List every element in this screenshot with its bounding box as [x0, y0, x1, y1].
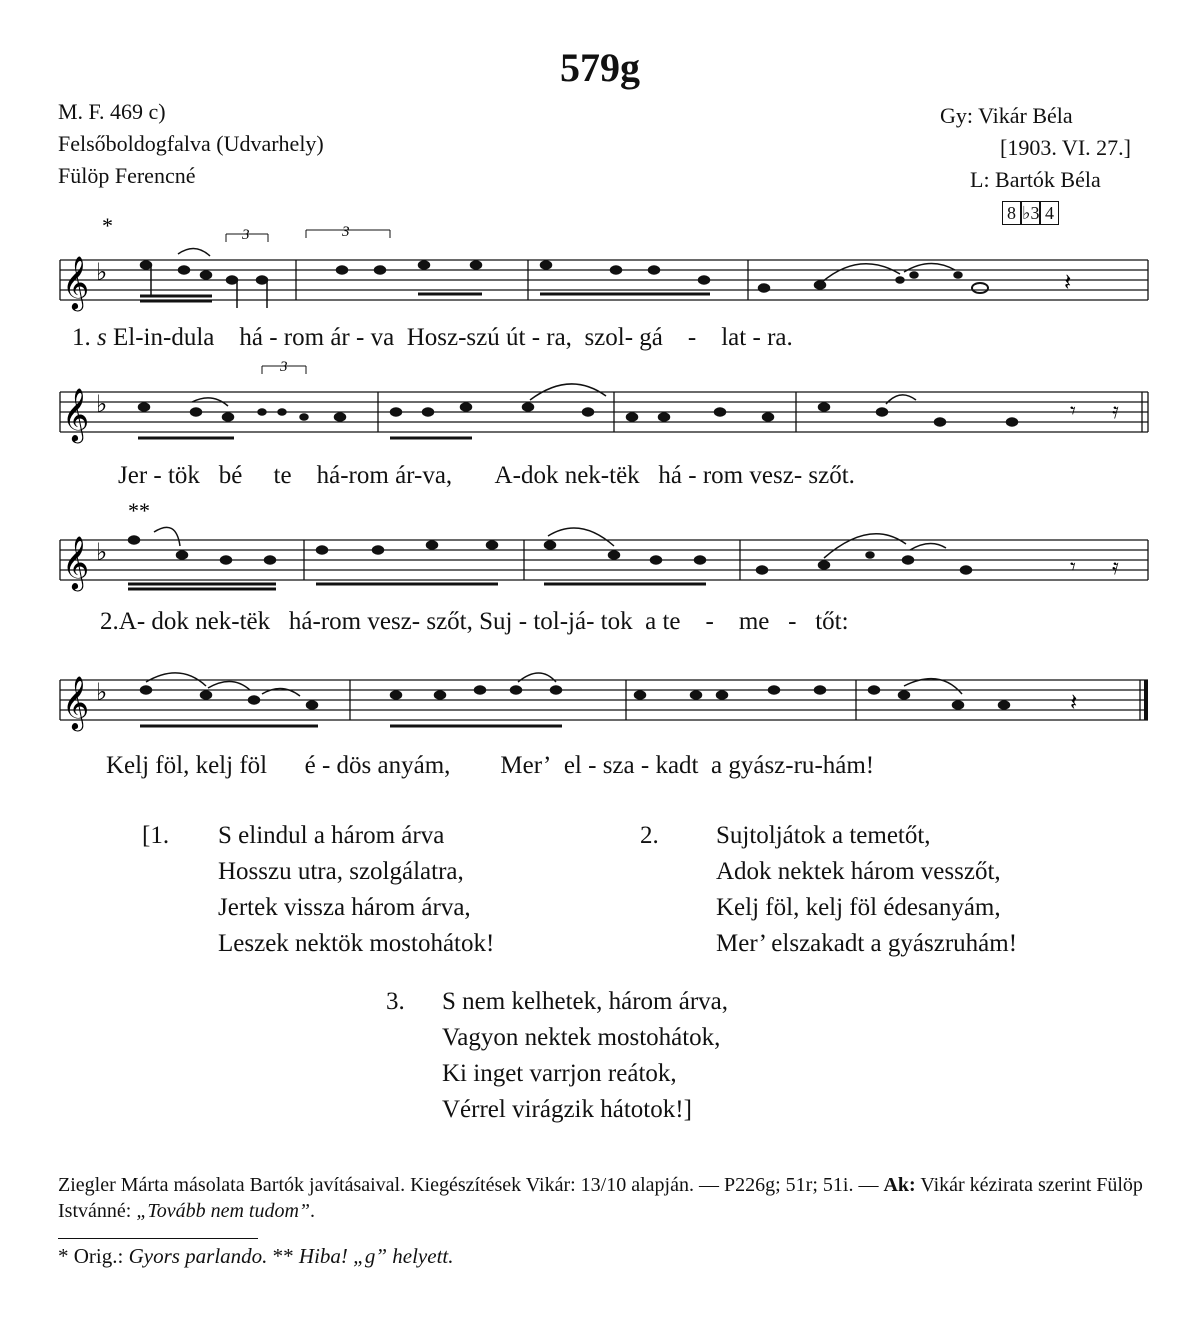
- rest-icon: 𝄾: [1070, 555, 1076, 580]
- staff-system-4: [0, 650, 1200, 750]
- verse-line: Hosszu utra, szolgálatra,: [218, 858, 464, 885]
- footnote-divider: [58, 1238, 258, 1239]
- ak-text: Vikár kézirata szerint Fülöp Istvánné:: [58, 1174, 1143, 1222]
- verse-3: [386, 984, 806, 1134]
- treble-clef-icon: 𝄞: [62, 535, 90, 589]
- notes-group: [128, 536, 972, 589]
- location: Felsőboldogfalva (Udvarhely): [58, 131, 324, 156]
- catalog-reference: M. F. 469 c): [58, 99, 166, 124]
- svg-text:3: 3: [342, 224, 350, 240]
- source-info: [58, 96, 324, 192]
- verse-lines: [442, 984, 728, 1128]
- rest-icon: 𝄽: [1070, 688, 1078, 716]
- notes-group: [140, 261, 988, 308]
- verse-2: [640, 818, 1100, 968]
- svg-text:3: 3: [280, 359, 288, 375]
- verse-line: Jertek vissza három árva,: [218, 894, 471, 921]
- verse-line: S nem kelhetek, három árva,: [442, 988, 729, 1015]
- verse-line: Kelj föl, kelj föl édesanyám,: [716, 894, 1001, 921]
- flat-key-signature-icon: ♭: [96, 258, 108, 286]
- song-number-title: 579g: [560, 45, 640, 90]
- staff-system-3: [0, 498, 1200, 608]
- rest-icon: 𝄾: [1070, 399, 1076, 424]
- collection-info: [940, 100, 1160, 228]
- verse-line: S elindul a három árva: [218, 822, 445, 849]
- performer: Fülöp Ferencné: [58, 163, 196, 188]
- treble-clef-icon: 𝄞: [62, 387, 90, 441]
- triplet-mark: [262, 359, 306, 375]
- staff-system-2: [0, 360, 1200, 460]
- treble-clef-icon: 𝄞: [62, 675, 90, 729]
- collector: Gy: Vikár Béla: [940, 103, 1073, 128]
- triplet-mark: [226, 227, 268, 243]
- form-box: ♭3: [1022, 203, 1040, 223]
- form-boxes: [1002, 201, 1059, 225]
- footnote: [58, 1244, 454, 1269]
- verse-number: [1.: [142, 822, 170, 849]
- transcriber: L: Bartók Béla: [970, 167, 1101, 192]
- verse-number: 2.: [640, 822, 659, 849]
- verse-line: Vagyon nektek mostohátok,: [442, 1024, 721, 1051]
- lyrics-line-1: 1. s El-in-dula há - rom ár - va Hosz-szú út - ra, szol- gá - lat - ra.: [72, 324, 793, 351]
- staff-system-1: [0, 213, 1200, 330]
- form-box: 8: [1002, 201, 1021, 225]
- lyrics-line-3: 2.A- dok nek-tëk há-rom vesz- szőt, Suj - tol-já- tok a te - me - tőt:: [100, 608, 849, 635]
- flat-key-signature-icon: ♭: [96, 390, 108, 418]
- slurs-group: [192, 384, 916, 406]
- verse-lines: [218, 818, 494, 962]
- ak-label: Ak:: [883, 1174, 916, 1196]
- verse-line: Adok nektek három vesszőt,: [716, 858, 1001, 885]
- verse-number: 3.: [386, 988, 405, 1015]
- ak-quote: „Tovább nem tudom”: [136, 1200, 311, 1222]
- verse-lines: [716, 818, 1017, 962]
- verse-line: Ki inget varrjon reátok,: [442, 1060, 677, 1087]
- source-notes: [58, 1172, 1158, 1224]
- svg-text:3: 3: [242, 227, 250, 243]
- asterisk-mark: *: [102, 213, 113, 238]
- double-asterisk-mark: **: [128, 498, 150, 523]
- verse-1: [142, 818, 582, 968]
- rest-icon: 𝄿: [1112, 399, 1119, 424]
- verse-line: Sujtoljátok a temetőt,: [716, 822, 931, 849]
- footnote-star-2: **: [267, 1244, 299, 1268]
- notes-group: [138, 403, 1018, 438]
- ak-end: .: [310, 1200, 316, 1222]
- treble-clef-icon: 𝄞: [62, 255, 90, 309]
- lyrics-line-2: Jer - tök bé te há-rom ár-va, A-dok nek-tëk há - rom vesz- szőt.: [118, 462, 855, 489]
- slurs-group: [178, 248, 955, 282]
- form-box: 4: [1040, 201, 1059, 225]
- footnote-error: Hiba! „g” helyett.: [298, 1244, 454, 1268]
- verse-line: Mer’ elszakadt a gyászruhám!: [716, 930, 1018, 957]
- rest-icon: 𝄿: [1112, 555, 1119, 580]
- footnote-star-1: * Orig.:: [58, 1244, 129, 1268]
- flat-key-signature-icon: ♭: [96, 538, 108, 566]
- rest-icon: 𝄽: [1064, 268, 1072, 296]
- lyrics-line-4: Kelj föl, kelj föl é - dös anyám, Mer’ el - sza - kadt a gyász-ru-hám!: [106, 752, 875, 779]
- collection-date: [1903. VI. 27.]: [1000, 135, 1131, 160]
- verse-line: Leszek nektök mostohátok!: [218, 930, 495, 957]
- footnote-orig: Gyors parlando.: [128, 1244, 268, 1268]
- triplet-mark: [306, 224, 390, 240]
- flat-key-signature-icon: ♭: [96, 678, 108, 706]
- notes-text: Ziegler Márta másolata Bartók javításaival. Kiegészítések Vikár: 13/10 alapján. — P226g; 51r; 51i. —: [58, 1174, 884, 1196]
- verse-line: Vérrel virágzik hátotok!]: [442, 1096, 692, 1123]
